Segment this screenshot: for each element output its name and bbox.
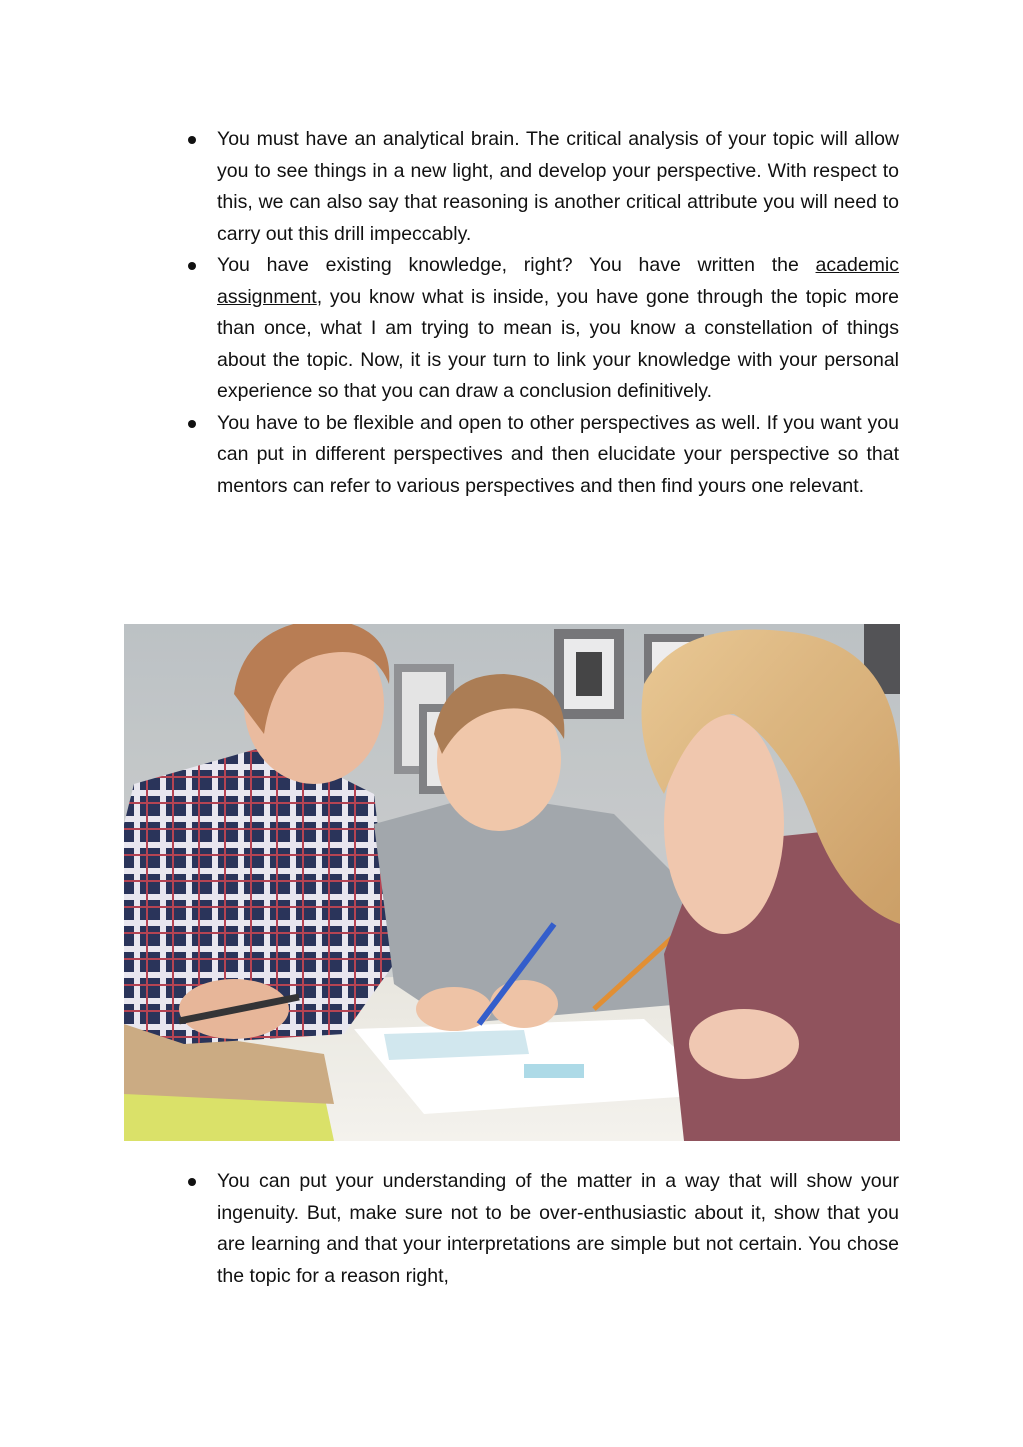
academic-assignment-link[interactable]: academic assignment [217, 254, 899, 308]
bullet-point-icon [188, 420, 196, 428]
list-item-text: You must have an analytical brain. The critical analysis of your topic will allow you to see things in a new light, and develop your perspective. With respect to this, we can also say that reasoning is another critical attribute you will need to carry out this drill impeccably. [217, 128, 899, 245]
list-item [188, 1166, 899, 1292]
list-item [188, 124, 899, 250]
bullet-point-icon [188, 262, 196, 270]
bullet-point-icon [188, 136, 196, 144]
list-item-text: You have to be flexible and open to other perspectives as well. If you want you can put in different perspectives and then elucidate your perspective so that mentors can refer to various perspectives and then find yours one relevant. [217, 411, 899, 497]
list-item-text-after-link: , you know what is inside, you have gone through the topic more than once, what I am trying to mean is, you know a constellation of things about the topic. Now, it is your turn to link your knowledge with your personal experience so that you can draw a conclusion definitively. [217, 285, 899, 402]
list-item-text-before-link: You have existing knowledge, right? You have written the [217, 254, 816, 276]
students-studying-photo [124, 624, 900, 1141]
bullet-list-bottom [188, 1166, 899, 1292]
list-item [188, 250, 899, 408]
list-item-text: You can put your understanding of the matter in a way that will show your ingenuity. But, make sure not to be over-enthusiastic about it, show that you are learning and that your interpretations are simple but not certain. You chose the topic for a reason right, [217, 1170, 899, 1287]
bullet-list-top [188, 124, 899, 502]
bullet-point-icon [188, 1178, 196, 1186]
list-item [188, 408, 899, 503]
